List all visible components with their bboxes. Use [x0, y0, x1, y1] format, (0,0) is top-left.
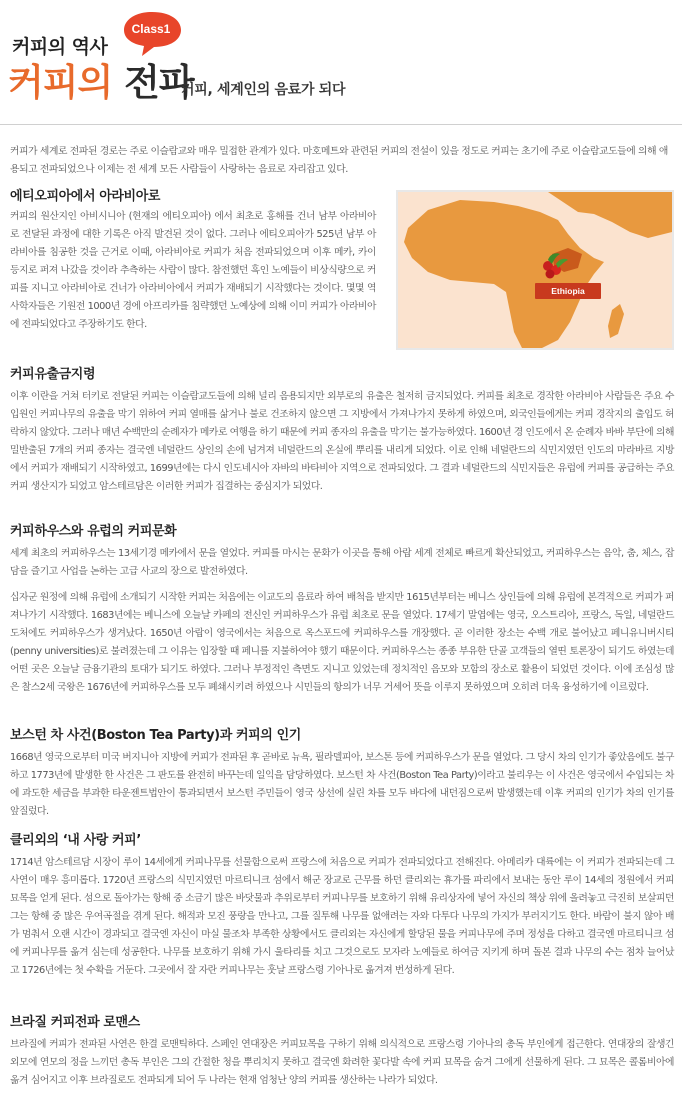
section-paragraph: 커피의 원산지인 아비시니아 (현재의 에티오피아) 에서 최초로 홍해를 건너 남부 아라비아로 전달된 과정에 대한 기록은 아직 발견된 것이 없다. 그러나 에티오피아가 525년 남부 아라비아를 침공한 것을 근거로 이때, 아라비아로 커피가 처음 전파되었으며 이후 메카, 카이 등지로 퍼져 나갔을 것이라 추측하는 사람이 많다. 참전했던 흑인 노예들이 비상식량으로 커피를 지니고 아라비아로 건너가 아라비아에서 커피가 재배되기 시작했다는 것이다. 몇몇 역사학자들은 기원전 1000년 경에 아프리카를 침략했던 노예상에 의해 이미 커피가 아라비아에 전파되었다고 주장하기도 한다. — [10, 211, 376, 330]
series-title: 커피의 역사 — [12, 36, 108, 58]
section-paragraph: 이후 이란을 거쳐 터키로 전달된 커피는 이슬람교도들에 의해 널리 음용되지만 외부로의 유출은 철저히 금지되었다. 커피를 최초로 경작한 아라비아 사람들은 주요 수입원인 커피나무의 유출을 막기 위하여 커피 열매를 삶거나 불로 건조하지 않으면 그 지방에서 가져나가지 못하게 하였으며, 외국인들에게는 커피 경작지의 출입도 허락하지 않았다. 그러나 매년 수백만의 순례자가 메카로 여행을 하기 때문에 커피 종자의 유출을 막기는 불가능하였다. 1600년 경 인도에서 온 순례자 바바 부단에 의해 밀반출된 7개의 커피 종자는 결국엔 네덜란드 상인의 손에 넘겨져 네덜란드의 온실에 뿌리를 내리게 되었다. 이로 인해 네덜란드의 식민지였던 인도의 마라바르 지방에서 커피가 재배되기 시작하였고, 1699년에는 다시 인도네시아 자바의 바타비아 지역으로 전파되었다. 그 결과 네덜란드의 식민지들은 유럽에 커피를 공급하는 주요 커피 생산지가 되었고 암스테르담은 이러한 커피가 집결하는 중심지가 되었다. — [10, 391, 674, 492]
section-title: 보스턴 차 사건(Boston Tea Party)과 커피의 인기 — [10, 728, 301, 743]
section-ethiopia-to-arabia — [10, 188, 376, 334]
africa-map-image — [396, 190, 674, 350]
section-boston-tea-party — [10, 727, 674, 821]
class-badge-label: Class1 — [131, 22, 171, 36]
page-title — [8, 60, 194, 106]
intro-paragraph: 커피가 세계로 전파된 경로는 주로 이슬람교와 매우 밀접한 관계가 있다. 마호메트와 관련된 커피의 전설이 있을 정도로 커피는 초기에 주로 이슬람교도들에 의해 애용되고 전파되었으나 이제는 전 세계 모든 사람들이 사랑하는 음료로 자리잡고 있다. — [10, 146, 668, 175]
page-title-accent: 커피의 — [8, 61, 113, 104]
class-badge — [122, 8, 184, 58]
section-brazil-romance — [10, 1014, 674, 1090]
section-title: 커피유출금지령 — [10, 367, 96, 382]
africa-map-illustration — [398, 192, 672, 348]
section-title: 클리외의 ‘내 사랑 커피’ — [10, 833, 141, 848]
section-title: 커피하우스와 유럽의 커피문화 — [10, 524, 177, 539]
page-header — [0, 0, 682, 125]
section-title: 브라질 커피전파 로맨스 — [10, 1015, 140, 1030]
ethiopia-label: Ethiopia — [535, 283, 601, 299]
page-subtitle: 커피, 세계인의 음료가 되다 — [181, 82, 346, 98]
section-paragraph: 1714년 암스테르담 시장이 루이 14세에게 커피나무를 선물함으로써 프랑스에 처음으로 커피가 전파되었다고 전해진다. 아메리카 대륙에는 이 커피가 전파되는데 그 사연이 매우 흥미롭다. 1720년 프랑스의 식민지였던 마르티니크 섬에서 해군 장교로 근무를 하던 클리외는 휴가를 파리에서 보내는 동안 루이 14세의 정원에서 커피묘목을 얻게 된다. 섬으로 돌아가는 항해 중 소금기 많은 바닷물과 추위로부터 커피나무를 보호하기 위해 유리상자에 넣어 자신의 책상 위에 올려놓고 극진히 보살피던 그는 항해 중 많은 우여곡절을 겪게 된다. 해적과 모진 풍랑을 만나고, 그를 질투해 나무를 없애려는 자와 다투다 나무의 가지가 부러지기도 한다. 바람이 불지 않아 배가 멈춰서 오랜 시간이 경과되고 결국엔 자신이 마실 물조차 부족한 상황에서도 클리외는 자신에게 할당된 물을 커피나무에 주며 정성을 다하고 결국엔 마르티니크 섬에 커피나무를 옮겨 심는데 성공한다. 나무를 보호하기 위해 가시 울타리를 치고 그것으로도 모자라 노예들로 하여금 지키게 하며 돌본 결과 나무의 수는 점차 늘어났고 1726년에는 첫 수확을 거둔다. 그곳에서 잘 자란 커피나무는 훗날 프랑스령 기아나로 옮겨져 번성하게 된다. — [10, 857, 674, 976]
section-paragraph: 십자군 원정에 의해 유럽에 소개되기 시작한 커피는 처음에는 이교도의 음료라 하여 배척을 받지만 1615년부터는 베니스 상인들에 의해 유럽에 본격적으로 커피가 퍼져나가기 시작했다. 1683년에는 베니스에 오늘날 카페의 전신인 커피하우스가 유럽 최초로 문을 열었다. 17세기 말엽에는 영국, 오스트리아, 프랑스, 독일, 네덜란드 도처에도 커피하우스가 생겨났다. 1650년 아랍이 영국에서는 처음으로 옥스포드에 커피하우스를 개장했다. 곧 이러한 장소는 수백 개로 불어났고 페니유니버시티(penny universities)로 불려졌는데 그 이유는 입장할 때 페니를 지불하여야 했기 때문이다. 커피하우스는 종종 부유한 단골 고객들의 열띤 토론장이 되기도 하였는데 어떤 곳은 오늘날 금융기관의 토대가 되기도 하였다. 그러나 부정적인 측면도 지니고 있었는데 정치적인 음모와 모함의 장소로 활용이 되었던 것이다. 이에 조심성 많은 찰스2세 국왕은 1676년에 커피하우스를 모두 폐쇄시키려 하였으나 시민들의 항의가 너무 거세어 뜻을 이루지 못하였으며 오히려 더욱 융성하기에 이르렀다. — [10, 592, 674, 693]
section-paragraph: 브라질에 커피가 전파된 사연은 한결 로맨틱하다. 스페인 연대장은 커피묘목을 구하기 위해 의식적으로 프랑스령 기아나의 총독 부인에게 접근한다. 연대장의 잘생긴 외모에 연모의 정을 느끼던 총독 부인은 그의 간절한 청을 뿌리치지 못하고 결국엔 화려한 꽃다발 속에 커피 묘목을 숨겨 그에게 선물하게 된다. 그 묘목은 콜롬비아에 옮겨 심어지고 이후 브라질로도 전파되게 되어 두 나라는 현재 엄청난 양의 커피를 생산하는 나라가 되었다. — [10, 1039, 674, 1086]
section-paragraph: 1668년 영국으로부터 미국 버지니아 지방에 커피가 전파된 후 곧바로 뉴욕, 필라델피아, 보스톤 등에 커피하우스가 문을 열었다. 그 당시 차의 인기가 좋았음에도 불구하고 1773년에 발생한 한 사건은 그 판도를 완전히 바꾸는데 일익을 담당하였다. 보스턴 차 사건(Boston Tea Party)이라고 불리우는 이 사건은 영국에서 수입되는 차에 과도한 세금을 부과한 타운젠트법안이 통과되면서 보스턴 주민들이 영국 상선에 실린 차를 모두 바다에 내던짐으로써 발생했는데 이후 커피의 인기가 차의 인기를 앞질렀다. — [10, 752, 674, 817]
section-title: 에티오피아에서 아라비아로 — [10, 189, 161, 204]
page-title-main: 전파 — [124, 61, 194, 104]
section-coffee-export-ban — [10, 366, 674, 496]
section-paragraph: 세계 최초의 커피하우스는 13세기경 메카에서 문을 열었다. 커피를 마시는 문화가 이곳을 통해 아랍 세계 전체로 빠르게 확산되었고, 커피하우스는 음악, 춤, 체스, 잡담을 즐기고 사업을 논하는 고급 사교의 장으로 발전하였다. — [10, 548, 674, 577]
header-divider — [0, 124, 682, 125]
section-coffeehouse-europe — [10, 523, 674, 697]
section-clieu-my-coffee — [10, 832, 674, 980]
